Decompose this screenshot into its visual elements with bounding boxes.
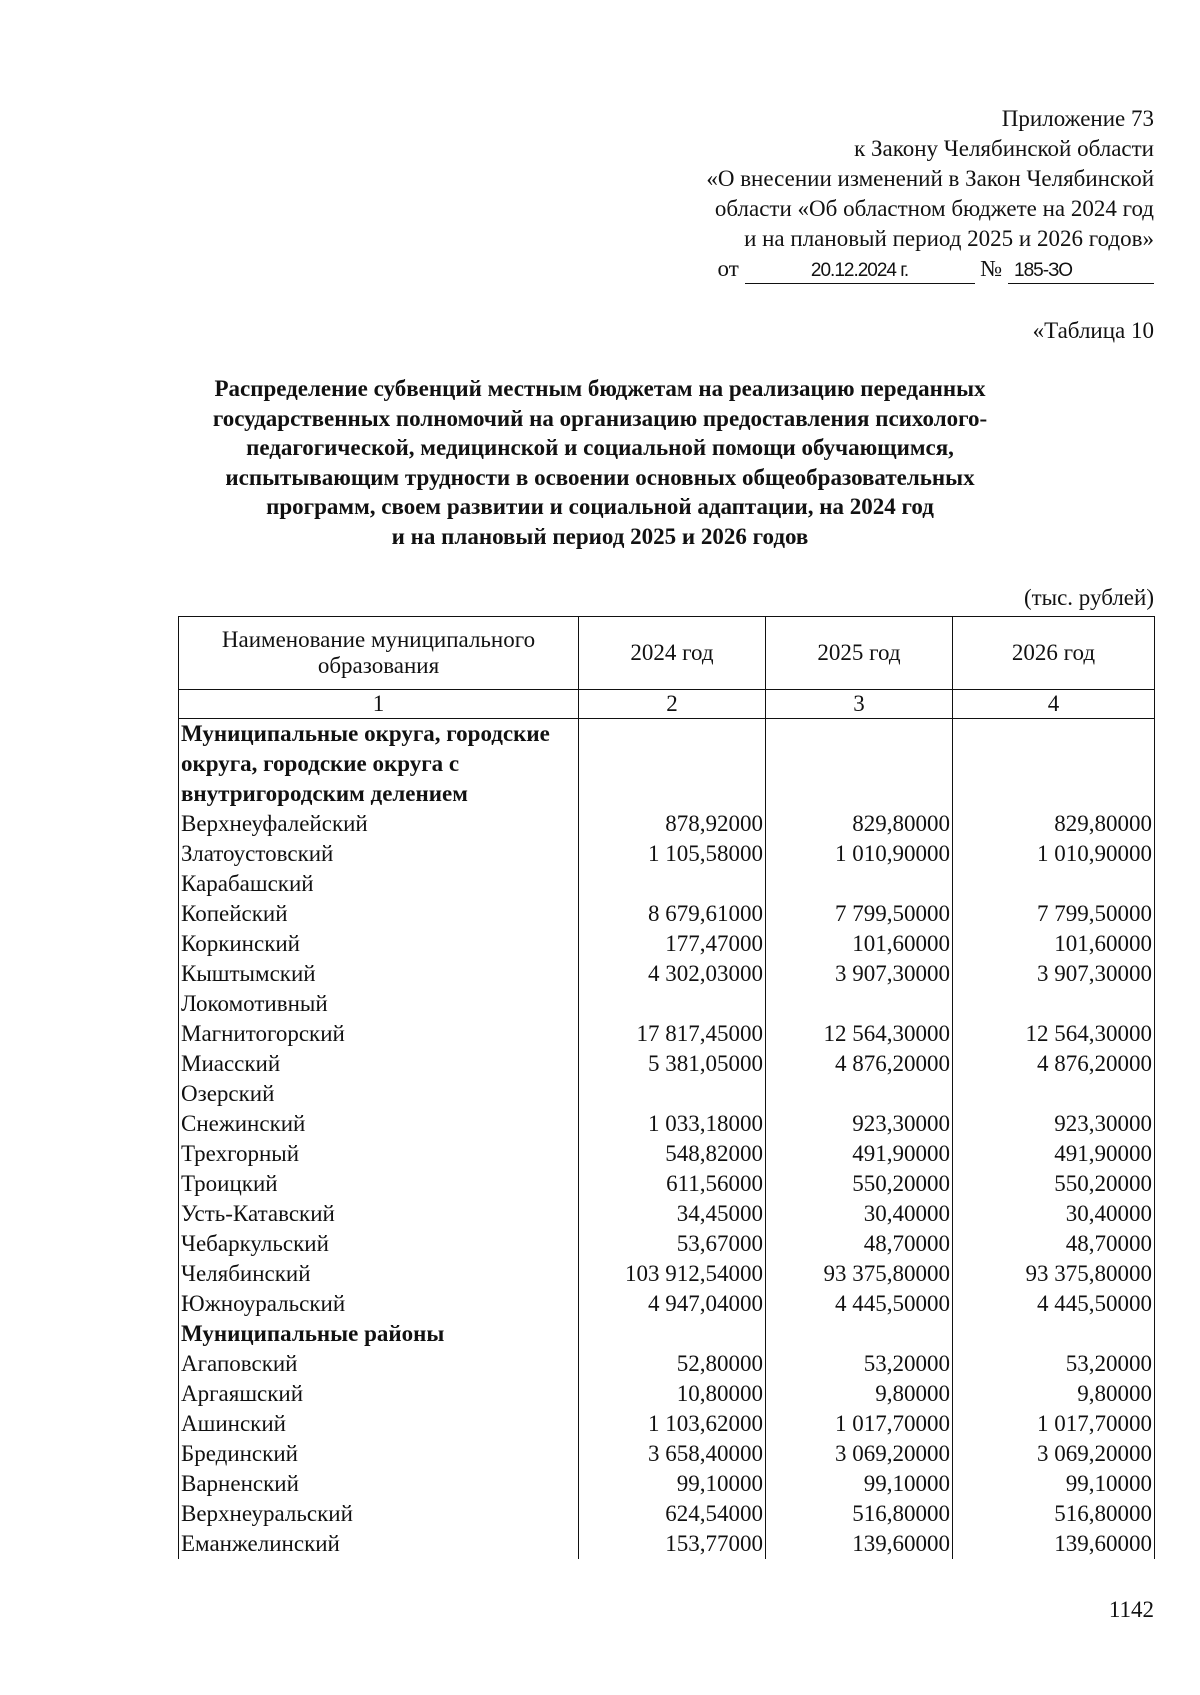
amount-cell: 3 907,30000 <box>766 959 953 989</box>
amount-cell: 93 375,80000 <box>953 1259 1155 1289</box>
municipality-name: Карабашский <box>179 869 579 899</box>
title-line: испытывающим трудности в освоении основных общеобразовательных <box>225 464 975 490</box>
title-line: программ, своем развитии и социальной адаптации, на 2024 год <box>266 494 934 519</box>
empty-cell <box>953 1319 1155 1349</box>
table-row <box>179 809 1155 839</box>
table-label: «Таблица 10 <box>1032 318 1154 343</box>
document-title <box>150 374 1050 551</box>
amount-cell: 829,80000 <box>953 809 1155 839</box>
appendix-line: области «Об областном бюджете на 2024 год <box>714 196 1154 221</box>
amount-cell: 7 799,50000 <box>953 899 1155 929</box>
title-line: государственных полномочий на организацию предоставления психолого- <box>212 405 988 431</box>
amount-cell: 7 799,50000 <box>766 899 953 929</box>
amount-cell: 548,82000 <box>579 1139 766 1169</box>
column-number: 3 <box>766 690 953 719</box>
municipality-name: Кыштымский <box>179 959 579 989</box>
law-date-number-line <box>534 254 1154 284</box>
title-line: педагогической, медицинской и социальной помощи обучающимся, <box>246 435 954 460</box>
header-2025: 2025 год <box>766 617 953 690</box>
section-row <box>179 1319 1155 1349</box>
amount-cell: 99,10000 <box>766 1469 953 1499</box>
amount-cell: 5 381,05000 <box>579 1049 766 1079</box>
municipality-name: Снежинский <box>179 1109 579 1139</box>
amount-cell: 99,10000 <box>953 1469 1155 1499</box>
column-number: 2 <box>579 690 766 719</box>
municipality-name: Троицкий <box>179 1169 579 1199</box>
amount-cell: 4 876,20000 <box>953 1049 1155 1079</box>
title-line: и на плановый период 2025 и 2026 годов <box>391 523 809 549</box>
municipality-name: Чебаркульский <box>179 1229 579 1259</box>
table-row <box>179 1439 1155 1469</box>
amount-cell <box>579 989 766 1019</box>
amount-cell: 48,70000 <box>766 1229 953 1259</box>
amount-cell: 491,90000 <box>766 1139 953 1169</box>
table-row <box>179 1139 1155 1169</box>
amount-cell: 30,40000 <box>766 1199 953 1229</box>
amount-cell: 53,20000 <box>953 1349 1155 1379</box>
table-row <box>179 989 1155 1019</box>
appendix-line: к Закону Челябинской области <box>854 136 1154 161</box>
amount-cell: 10,80000 <box>579 1379 766 1409</box>
amount-cell: 491,90000 <box>953 1139 1155 1169</box>
amount-cell: 550,20000 <box>953 1169 1155 1199</box>
municipality-name: Челябинский <box>179 1259 579 1289</box>
table-row <box>179 929 1155 959</box>
amount-cell: 3 069,20000 <box>953 1439 1155 1469</box>
amount-cell: 139,60000 <box>766 1529 953 1559</box>
amount-cell: 550,20000 <box>766 1169 953 1199</box>
amount-cell: 829,80000 <box>766 809 953 839</box>
header-row <box>179 617 1155 690</box>
title-line: Распределение субвенций местным бюджетам на реализацию переданных <box>214 376 986 401</box>
amount-cell: 1 010,90000 <box>953 839 1155 869</box>
amount-cell: 48,70000 <box>953 1229 1155 1259</box>
amount-cell: 34,45000 <box>579 1199 766 1229</box>
column-number: 4 <box>953 690 1155 719</box>
amount-cell <box>953 869 1155 899</box>
amount-cell: 1 017,70000 <box>953 1409 1155 1439</box>
amount-cell <box>579 869 766 899</box>
page-number: 1142 <box>1108 1597 1154 1622</box>
amount-cell: 53,67000 <box>579 1229 766 1259</box>
table-row <box>179 1379 1155 1409</box>
amount-cell: 3 658,40000 <box>579 1439 766 1469</box>
empty-cell <box>953 719 1155 810</box>
municipality-name: Еманжелинский <box>179 1529 579 1559</box>
table-row <box>179 869 1155 899</box>
amount-cell: 1 033,18000 <box>579 1109 766 1139</box>
municipality-name: Аргаяшский <box>179 1379 579 1409</box>
table-row <box>179 1199 1155 1229</box>
municipality-name: Усть-Катавский <box>179 1199 579 1229</box>
amount-cell <box>579 1079 766 1109</box>
amount-cell: 4 445,50000 <box>953 1289 1155 1319</box>
amount-cell: 139,60000 <box>953 1529 1155 1559</box>
municipality-name: Магнитогорский <box>179 1019 579 1049</box>
empty-cell <box>766 1319 953 1349</box>
header-2026: 2026 год <box>953 617 1155 690</box>
section-row <box>179 719 1155 810</box>
table-row <box>179 899 1155 929</box>
amount-cell <box>766 1079 953 1109</box>
amount-cell: 153,77000 <box>579 1529 766 1559</box>
municipality-name: Озерский <box>179 1079 579 1109</box>
table-row <box>179 1499 1155 1529</box>
amount-cell: 516,80000 <box>953 1499 1155 1529</box>
amount-cell <box>953 989 1155 1019</box>
amount-cell <box>766 989 953 1019</box>
amount-cell: 103 912,54000 <box>579 1259 766 1289</box>
municipality-name: Коркинский <box>179 929 579 959</box>
column-number: 1 <box>179 690 579 719</box>
amount-cell: 1 010,90000 <box>766 839 953 869</box>
appendix-block <box>534 104 1154 284</box>
amount-cell: 624,54000 <box>579 1499 766 1529</box>
column-number-row <box>179 690 1155 719</box>
municipality-name: Златоустовский <box>179 839 579 869</box>
empty-cell <box>766 719 953 810</box>
amount-cell: 923,30000 <box>953 1109 1155 1139</box>
amount-cell: 17 817,45000 <box>579 1019 766 1049</box>
municipality-name: Ашинский <box>179 1409 579 1439</box>
amount-cell: 12 564,30000 <box>766 1019 953 1049</box>
municipality-name: Копейский <box>179 899 579 929</box>
municipality-name: Трехгорный <box>179 1139 579 1169</box>
table-row <box>179 1259 1155 1289</box>
municipality-name: Агаповский <box>179 1349 579 1379</box>
amount-cell: 8 679,61000 <box>579 899 766 929</box>
amount-cell: 611,56000 <box>579 1169 766 1199</box>
appendix-line: «О внесении изменений в Закон Челябинской <box>706 166 1154 191</box>
empty-cell <box>579 1319 766 1349</box>
table-row <box>179 1019 1155 1049</box>
amount-cell: 9,80000 <box>766 1379 953 1409</box>
number-prefix: № <box>980 256 1003 281</box>
amount-cell: 93 375,80000 <box>766 1259 953 1289</box>
municipality-name: Миасский <box>179 1049 579 1079</box>
table-row <box>179 1169 1155 1199</box>
amount-cell: 101,60000 <box>953 929 1155 959</box>
amount-cell <box>766 869 953 899</box>
table-row <box>179 1469 1155 1499</box>
amount-cell: 4 947,04000 <box>579 1289 766 1319</box>
section-title: Муниципальные районы <box>179 1319 579 1349</box>
municipality-name: Южноуральский <box>179 1289 579 1319</box>
amount-cell: 12 564,30000 <box>953 1019 1155 1049</box>
appendix-line: и на плановый период 2025 и 2026 годов» <box>744 226 1154 251</box>
amount-cell: 101,60000 <box>766 929 953 959</box>
amount-cell: 3 907,30000 <box>953 959 1155 989</box>
amount-cell <box>953 1079 1155 1109</box>
municipality-name: Локомотивный <box>179 989 579 1019</box>
amount-cell: 1 017,70000 <box>766 1409 953 1439</box>
amount-cell: 177,47000 <box>579 929 766 959</box>
section-title: Муниципальные округа, городские округа, городские округа с внутригородским делением <box>179 719 579 810</box>
table-row <box>179 839 1155 869</box>
municipality-name: Варненский <box>179 1469 579 1499</box>
empty-cell <box>579 719 766 810</box>
municipality-name: Брединский <box>179 1439 579 1469</box>
amount-cell: 1 103,62000 <box>579 1409 766 1439</box>
municipality-name: Верхнеуральский <box>179 1499 579 1529</box>
header-2024: 2024 год <box>579 617 766 690</box>
table-row <box>179 1229 1155 1259</box>
amount-cell: 4 302,03000 <box>579 959 766 989</box>
date-prefix: от <box>717 256 739 281</box>
amount-cell: 1 105,58000 <box>579 839 766 869</box>
table-row <box>179 1289 1155 1319</box>
units-label: (тыс. рублей) <box>1023 585 1154 610</box>
amount-cell: 9,80000 <box>953 1379 1155 1409</box>
law-date: 20.12.2024 г. <box>745 259 975 284</box>
table-row <box>179 1079 1155 1109</box>
amount-cell: 52,80000 <box>579 1349 766 1379</box>
amount-cell: 4 445,50000 <box>766 1289 953 1319</box>
header-name: Наименование муниципального образования <box>179 617 579 690</box>
amount-cell: 30,40000 <box>953 1199 1155 1229</box>
appendix-line: Приложение 73 <box>1001 106 1154 131</box>
table-row <box>179 959 1155 989</box>
municipality-name: Верхнеуфалейский <box>179 809 579 839</box>
amount-cell: 99,10000 <box>579 1469 766 1499</box>
amount-cell: 516,80000 <box>766 1499 953 1529</box>
table-row <box>179 1349 1155 1379</box>
amount-cell: 923,30000 <box>766 1109 953 1139</box>
amount-cell: 4 876,20000 <box>766 1049 953 1079</box>
table-row <box>179 1049 1155 1079</box>
amount-cell: 3 069,20000 <box>766 1439 953 1469</box>
table-row <box>179 1409 1155 1439</box>
table-row <box>179 1529 1155 1559</box>
table-body <box>179 719 1155 1560</box>
subvention-table <box>178 616 1155 1559</box>
law-number: 185-ЗО <box>1008 259 1154 284</box>
amount-cell: 878,92000 <box>579 809 766 839</box>
table-row <box>179 1109 1155 1139</box>
amount-cell: 53,20000 <box>766 1349 953 1379</box>
